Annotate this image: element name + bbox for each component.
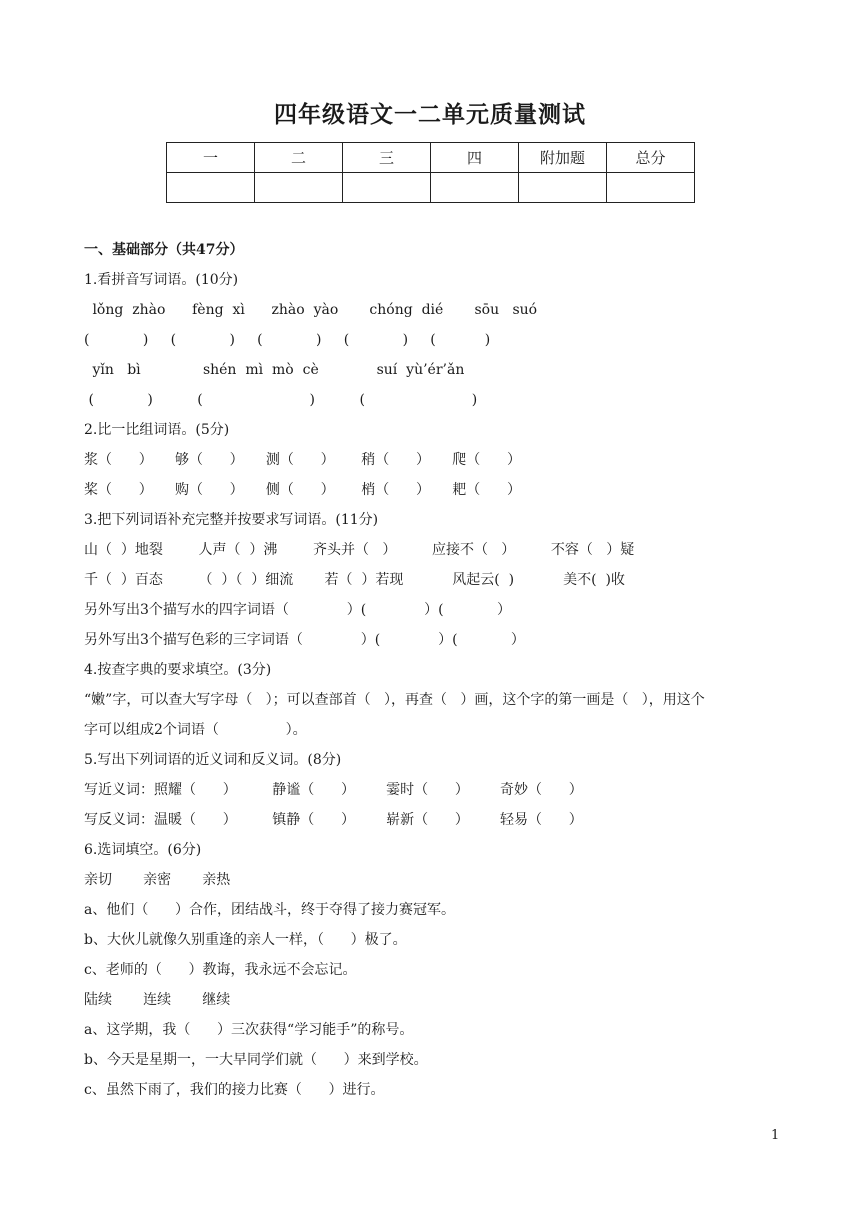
question-1-prompt: 1.看拼音写词语。(10分)	[84, 272, 239, 288]
q1-pinyin-row-1: lǒng zhào fèng xì zhào yào chóng dié sōu suó	[88, 302, 538, 318]
page-number: 1	[771, 1128, 780, 1143]
q6-item-b2: b、今天是星期一，一大早同学们就（ ）来到学校。	[84, 1052, 428, 1068]
q5-row-2: 写反义词：温暖（ ） 镇静（ ） 崭新（ ） 轻易（ ）	[84, 812, 583, 828]
q6-item-c1: c、老师的（ ）教诲，我永远不会忘记。	[84, 962, 357, 978]
score-cell-total	[607, 173, 695, 203]
score-header-bonus: 附加题	[519, 143, 607, 173]
q1-pinyin-row-2: yǐn bì shén mì mò cè suí yù’ér’ǎn	[88, 362, 465, 378]
q6-word-choices-2: 陆续 连续 继续	[84, 992, 231, 1008]
q6-item-a1: a、他们（ ）合作，团结战斗，终于夺得了接力赛冠军。	[84, 902, 456, 918]
q4-row-1: “嫩”字，可以查大写字母（ ）；可以查部首（ ），再查（ ）画，这个字的第一画是（ ），用这个	[84, 692, 705, 708]
score-table	[166, 142, 695, 203]
score-header-total: 总分	[607, 143, 695, 173]
q3-row-3: 另外写出3个描写水的四字词语（ ）( ）( ）	[84, 602, 511, 618]
question-2-prompt: 2.比一比组词语。(5分)	[84, 422, 230, 438]
q3-row-1: 山（ ）地裂 人声（ ）沸 齐头并（ ） 应接不（ ） 不容（ ）疑	[84, 542, 635, 558]
q2-row-2: 桨（ ） 购（ ） 侧（ ） 梢（ ） 耙（ ）	[84, 482, 521, 498]
q4-row-2: 字可以组成2个词语（ ）。	[84, 722, 307, 738]
q6-word-choices-1: 亲切 亲密 亲热	[84, 872, 231, 888]
score-table-value-row	[167, 173, 695, 203]
q2-row-1: 浆（ ） 够（ ） 测（ ） 稍（ ） 爬（ ）	[84, 452, 521, 468]
score-table-header-row	[167, 143, 695, 173]
question-3-prompt: 3.把下列词语补充完整并按要求写词语。(11分)	[84, 512, 379, 528]
score-header-4: 四	[431, 143, 519, 173]
q1-blank-row-2: ( ) ( ) ( )	[84, 392, 478, 408]
q1-blank-row-1: ( ) ( ) ( ) ( ) ( )	[84, 332, 491, 348]
q6-item-c2: c、虽然下雨了，我们的接力比赛（ ）进行。	[84, 1082, 385, 1098]
score-header-2: 二	[255, 143, 343, 173]
score-cell-3	[343, 173, 431, 203]
score-header-3: 三	[343, 143, 431, 173]
question-4-prompt: 4.按查字典的要求填空。(3分)	[84, 662, 272, 678]
score-cell-4	[431, 173, 519, 203]
q6-item-a2: a、这学期，我（ ）三次获得“学习能手”的称号。	[84, 1022, 414, 1038]
q3-row-2: 千（ ）百态 （ ）（ ）细流 若（ ）若现 风起云( ) 美不( )收	[84, 572, 625, 588]
q6-item-b1: b、大伙儿就像久别重逢的亲人一样，（ ）极了。	[84, 932, 407, 948]
q5-row-1: 写近义词：照耀（ ） 静谧（ ） 霎时（ ） 奇妙（ ）	[84, 782, 583, 798]
score-cell-2	[255, 173, 343, 203]
score-cell-bonus	[519, 173, 607, 203]
question-6-prompt: 6.选词填空。(6分)	[84, 842, 202, 858]
score-header-1: 一	[167, 143, 255, 173]
q3-row-4: 另外写出3个描写色彩的三字词语（ ）( ）( ）	[84, 632, 525, 648]
score-cell-1	[167, 173, 255, 203]
page-title: 四年级语文一二单元质量测试	[274, 101, 586, 128]
section-heading: 一、基础部分（共47分）	[84, 242, 244, 258]
question-5-prompt: 5.写出下列词语的近义词和反义词。(8分)	[84, 752, 342, 768]
